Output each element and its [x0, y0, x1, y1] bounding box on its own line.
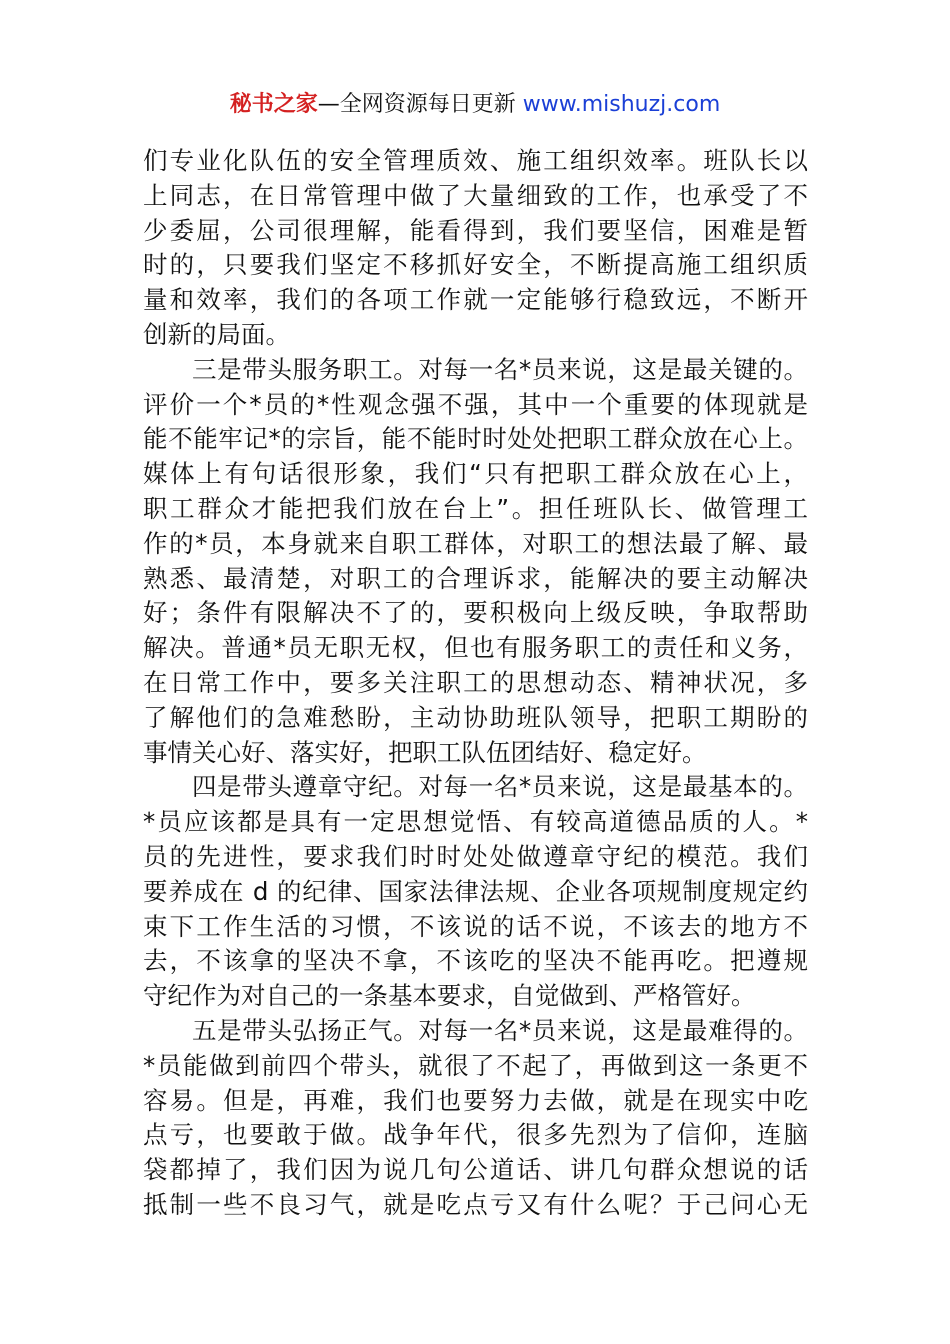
text-line: 量和效率，我们的各项工作就一定能够行稳致远，不断开 — [143, 285, 808, 315]
site-brand: 秘书之家 — [229, 92, 318, 117]
text-line: 熟悉、最清楚，对职工的合理诉求，能解决的要主动解决 — [143, 563, 808, 593]
text-line: 评价一个*员的*性观念强不强，其中一个重要的体现就是 — [143, 389, 808, 419]
text-line: 时的，只要我们坚定不移抓好安全，不断提高施工组织质 — [143, 250, 808, 280]
text-line: 作的*员，本身就来自职工群体，对职工的想法最了解、最 — [143, 528, 808, 558]
text-line: 束下工作生活的习惯，不该说的话不说，不该去的地方不 — [143, 911, 808, 941]
text-line: 创新的局面。 — [143, 319, 290, 349]
text-line: 员的先进性，要求我们时时处处做遵章守纪的模范。我们 — [143, 841, 808, 871]
text-line: 少委屈，公司很理解，能看得到，我们要坚信，困难是暂 — [143, 215, 808, 245]
text-line: *员能做到前四个带头，就很了不起了，再做到这一条更不 — [143, 1050, 808, 1080]
text-line: 事情关心好、落实好，把职工队伍团结好、稳定好。 — [143, 737, 707, 767]
page-header — [0, 88, 950, 122]
text-line: 上同志，在日常管理中做了大量细致的工作，也承受了不 — [143, 180, 808, 210]
text-line: 解决。普通*员无职无权，但也有服务职工的责任和义务， — [143, 633, 808, 663]
text-line: 三是带头服务职工。对每一名*员来说，这是最关键的。 — [192, 354, 808, 384]
text-line: 袋都掉了，我们因为说几句公道话、讲几句群众想说的话 — [143, 1155, 808, 1185]
text-line: 们专业化队伍的安全管理质效、施工组织效率。班队长以 — [143, 146, 808, 175]
text-line: 好；条件有限解决不了的，要积极向上级反映，争取帮助 — [143, 598, 808, 628]
text-line: 四是带头遵章守纪。对每一名*员来说，这是最基本的。 — [192, 772, 808, 802]
text-line: 去，不该拿的坚决不拿，不该吃的坚决不能再吃。把遵规 — [143, 946, 808, 976]
text-line: 容易。但是，再难，我们也要努力去做，就是在现实中吃 — [143, 1085, 808, 1115]
text-line: 能不能牢记*的宗旨，能不能时时处处把职工群众放在心上。 — [143, 424, 808, 454]
site-tagline: —全网资源每日更新 — [317, 92, 516, 117]
text-line: 要养成在 d 的纪律、国家法律法规、企业各项规制度规定约 — [143, 876, 808, 906]
text-line: 在日常工作中，要多关注职工的思想动态、精神状况，多 — [143, 667, 808, 697]
text-line: 媒体上有句话很形象，我们“只有把职工群众放在心上， — [143, 459, 808, 489]
text-line: *员应该都是具有一定思想觉悟、有较高道德品质的人。* — [143, 807, 808, 837]
text-line: 抵制一些不良习气，就是吃点亏又有什么呢？于己问心无 — [143, 1189, 808, 1219]
text-line: 了解他们的急难愁盼，主动协助班队领导，把职工期盼的 — [143, 702, 808, 732]
document-body — [143, 144, 808, 1223]
text-line: 五是带头弘扬正气。对每一名*员来说，这是最难得的。 — [192, 1015, 808, 1045]
text-line: 点亏，也要敢于做。战争年代，很多先烈为了信仰，连脑 — [143, 1120, 808, 1150]
text-line: 守纪作为对自己的一条基本要求，自觉做到、严格管好。 — [143, 981, 756, 1011]
text-line: 职工群众才能把我们放在台上”。担任班队长、做管理工 — [143, 493, 808, 523]
site-url-link[interactable]: www.mishuzj.com — [522, 92, 721, 117]
